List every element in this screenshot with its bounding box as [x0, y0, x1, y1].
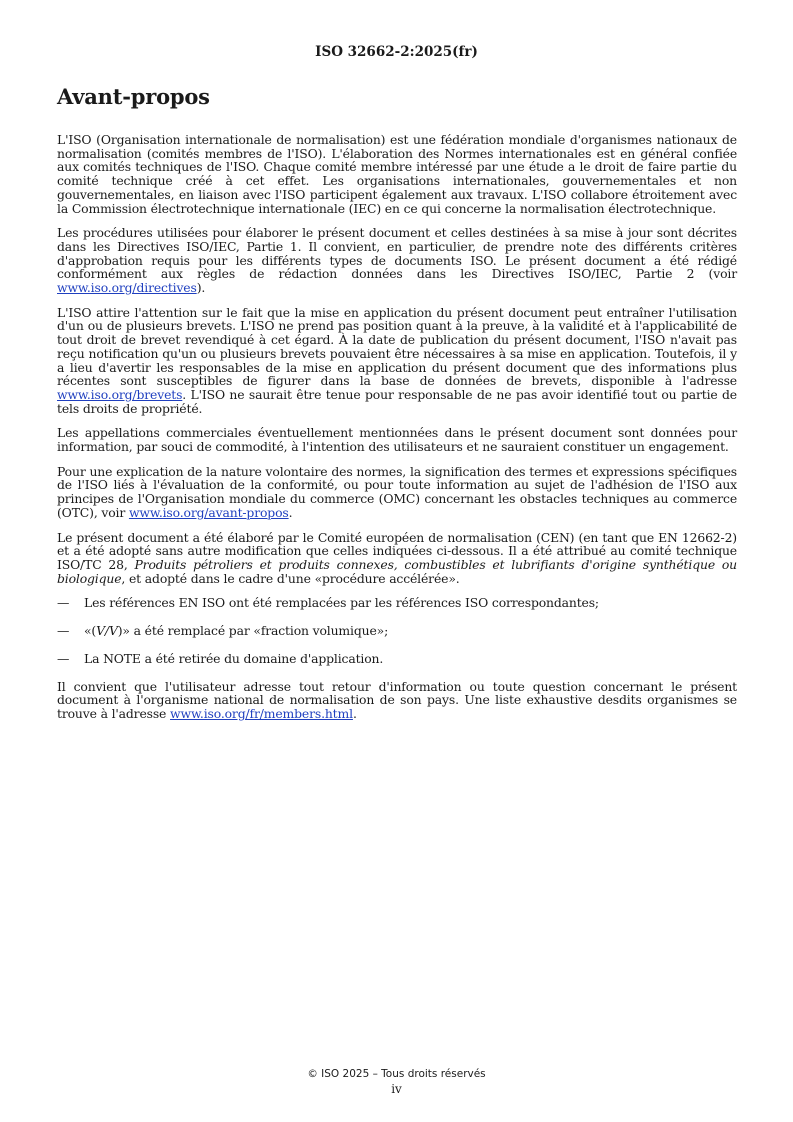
link-members[interactable]: www.iso.org/fr/members.html — [170, 705, 353, 721]
list-item-text: Les références EN ISO ont été remplacées par les références ISO correspondantes; — [84, 595, 599, 611]
link-directives[interactable]: www.iso.org/directives — [57, 280, 197, 296]
paragraph-text: Les procédures utilisées pour élaborer le présent document et celles destinées à sa mise à jour sont décrites dans les Directives ISO/IEC, Partie 1. Il convient, en particulier, de prendre note des différents critères d'approbation requis pour les différents types de documents ISO. Le présent document a été rédigé conformément aux règles de rédaction données dans les Directives ISO/IEC, Partie 2 (voir — [57, 225, 737, 282]
math-ratio: V/V — [96, 623, 118, 639]
document-body — [57, 84, 737, 732]
committee-title: Produits pétroliers et produits connexes, combustibles et lubrifiants d'origine synthétique ou biologique — [57, 556, 737, 586]
paragraph-text-end: . — [288, 504, 293, 520]
paragraph-text-end: ). — [196, 280, 206, 296]
list-item — [57, 596, 737, 610]
paragraph-voluntary-nature — [57, 465, 737, 520]
paragraph-text: Il convient que l'utilisateur adresse tout retour d'information ou toute question concernant le présent document à l'organisme national de normalisation de son pays. Une liste exhaustive desdits organismes se trouve à l'adresse — [57, 678, 737, 721]
dash-marker: — — [57, 595, 70, 611]
page-number: iv — [391, 1082, 402, 1096]
list-item-text: «(V/V)» a été remplacé par «fraction volumique»; — [84, 623, 389, 639]
dash-marker: — — [57, 650, 70, 666]
paragraph-text-end: . — [352, 705, 357, 721]
paragraph-text: Le présent document a été élaboré par le Comité européen de normalisation (CEN) (en tant que EN 12662-2) et a été adopté sans autre modification que celles indiquées ci-dessous. Il a été attribué au comité technique ISO/TC 28, — [57, 529, 737, 572]
document-header: ISO 32662-2:2025(fr) — [315, 44, 478, 60]
paragraph-iso-intro: L'ISO (Organisation internationale de normalisation) est une fédération mondiale d'organismes nationaux de normalisation (comités membres de l'ISO). L'élaboration des Normes internationales est en général confiée aux comités techniques de l'ISO. Chaque comité membre intéressé par une étude a le droit de faire partie du comité technique créé à cet effet. Les organisations internationales, gouvernementales et non gouvernementales, en liaison avec l'ISO participent également aux travaux. L'ISO collabore étroitement avec la Commission électrotechnique internationale (IEC) en ce qui concerne la normalisation électrotechnique. — [57, 132, 737, 216]
page-footer — [0, 1067, 793, 1097]
paragraph-text: L'ISO attire l'attention sur le fait que la mise en application du présent document peut entraîner l'utilisation d'un ou de plusieurs brevets. L'ISO ne prend pas position quant à la preuve, à la validité et à l'applicabilité de tout droit de brevet revendiqué à cet égard. À la date de publication du présent document, l'ISO n'avait pas reçu notification qu'un ou plusieurs brevets pouvaient être nécessaires à sa mise en application. Toutefois, il y a lieu d'avertir les responsables de la mise en application du présent document que des informations plus récentes sont susceptibles de figurer dans la base de données de brevets, disponible à l'adresse — [57, 304, 737, 389]
paragraph-text-end: . L'ISO ne saurait être tenue pour responsable de ne pas avoir identifié tout ou partie de tels droits de propriété. — [57, 386, 737, 416]
list-item — [57, 652, 737, 666]
paragraph-committee — [57, 531, 737, 586]
paragraph-patents — [57, 306, 737, 416]
paragraph-text-end: , et adopté dans le cadre d'une «procédure accélérée». — [121, 570, 460, 586]
paragraph-feedback — [57, 680, 737, 721]
paragraph-trade-names: Les appellations commerciales éventuellement mentionnées dans le présent document sont données pour information, par souci de commodité, à l'intention des utilisateurs et ne sauraient constituer un engagement. — [57, 425, 737, 455]
list-item-text: La NOTE a été retirée du domaine d'application. — [84, 650, 384, 666]
copyright-notice: © ISO 2025 – Tous droits réservés — [307, 1068, 486, 1080]
changes-list — [57, 596, 737, 665]
page-title: Avant-propos — [57, 84, 210, 109]
paragraph-procedures — [57, 226, 737, 295]
link-brevets[interactable]: www.iso.org/brevets — [57, 386, 183, 402]
link-avant-propos[interactable]: www.iso.org/avant-propos — [128, 504, 289, 520]
dash-marker: — — [57, 623, 70, 639]
list-item — [57, 624, 737, 638]
paragraph-text: Pour une explication de la nature volontaire des normes, la signification des termes et expressions spécifiques de l'ISO liés à l'évaluation de la conformité, ou pour toute information au sujet de l'adhésion de l'ISO aux principes de l'Organisation mondiale du commerce (OMC) concernant les obstacles techniques au commerce (OTC), voir — [57, 463, 737, 520]
